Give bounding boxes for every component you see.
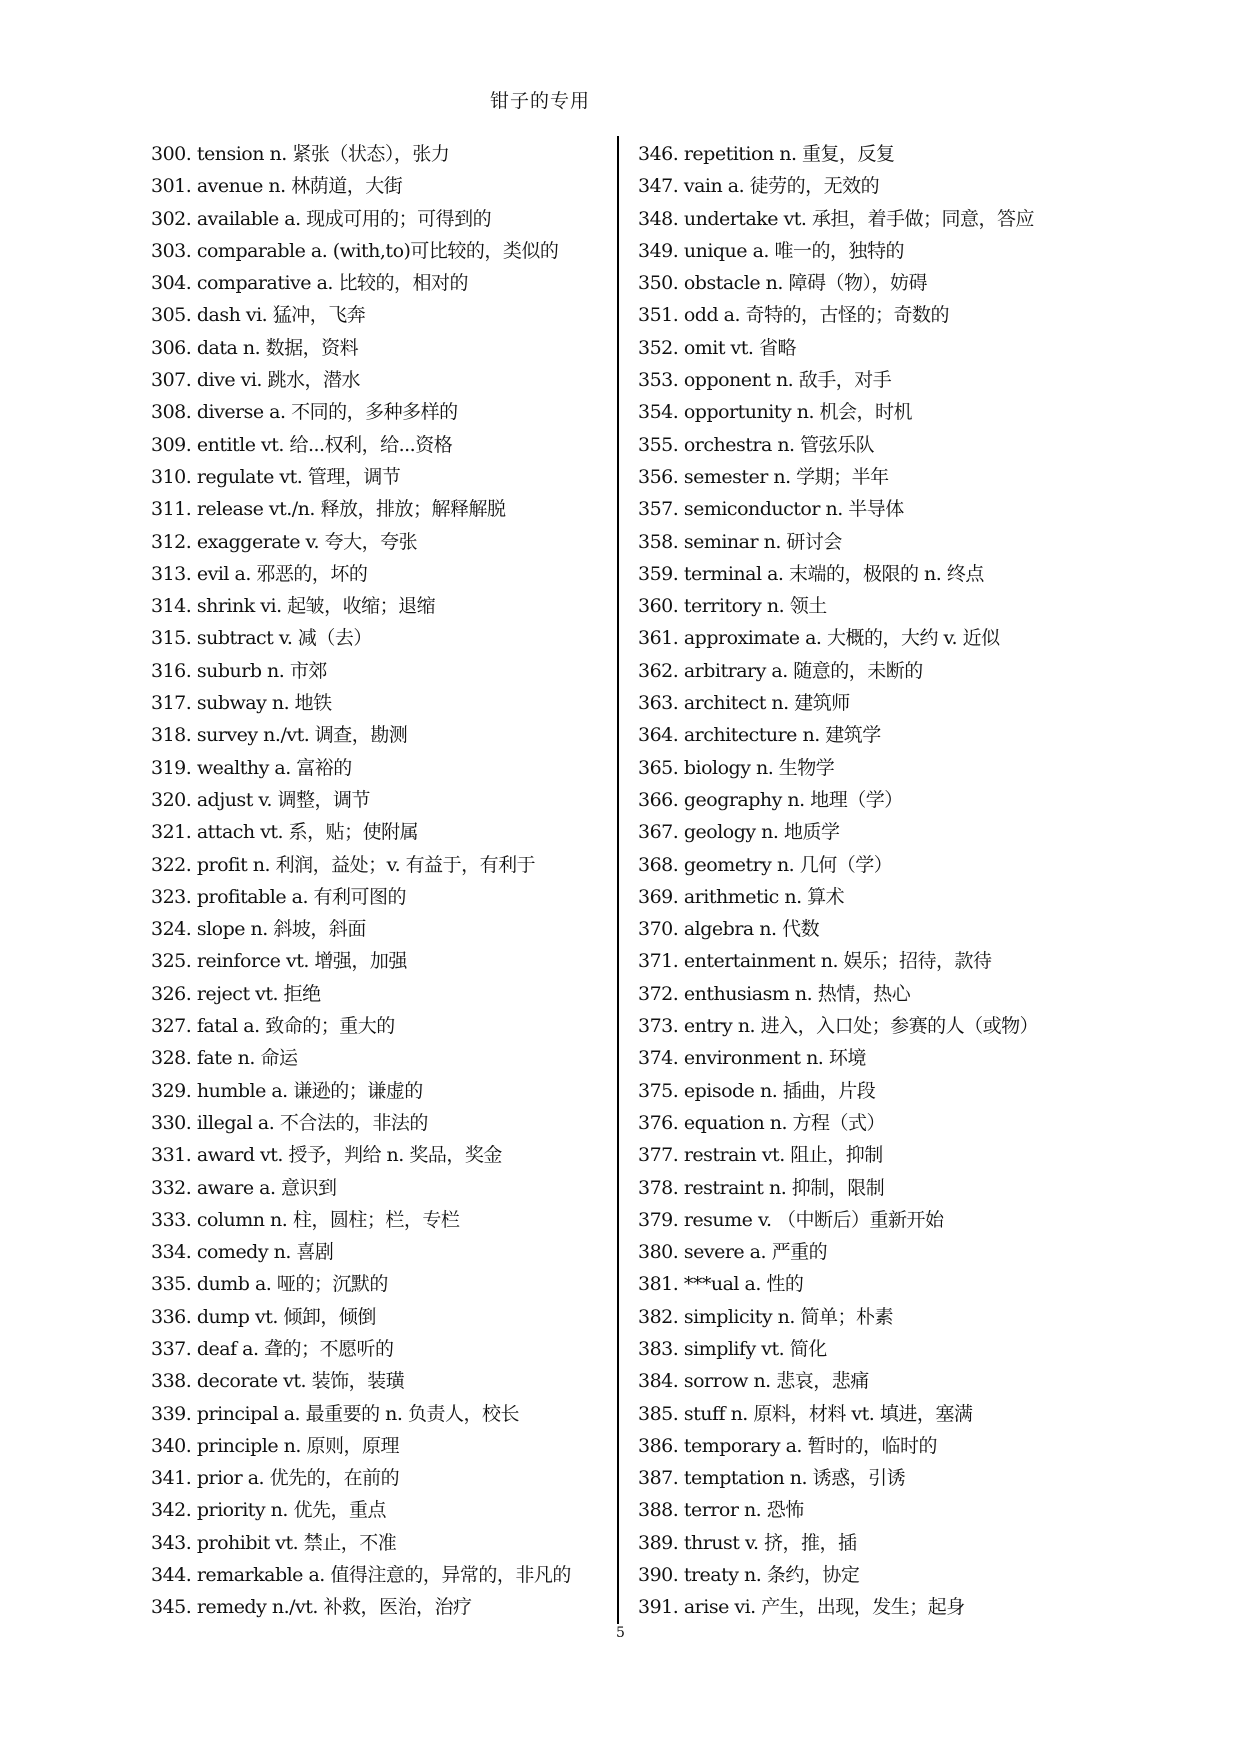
vocab-entry: 341. prior a. 优先的，在前的 [151,1467,400,1490]
vocab-entry: 339. principal a. 最重要的 n. 负责人，校长 [151,1402,519,1425]
vocab-entry: 315. subtract v. 减（去） [151,627,372,650]
vocab-entry: 388. terror n. 恐怖 [638,1499,804,1522]
vocab-entry: 336. dump vt. 倾卸，倾倒 [151,1305,376,1328]
vocab-entry: 379. resume v. （中断后）重新开始 [638,1208,944,1231]
vocab-entry: 350. obstacle n. 障碍（物），妨碍 [638,272,927,295]
vocab-entry: 377. restrain vt. 阻止，抑制 [638,1144,883,1167]
page-header: 钳子的专用 [489,90,590,112]
vocab-entry: 385. stuff n. 原料，材料 vt. 填进，塞满 [638,1402,973,1425]
vocab-entry: 303. comparable a. (with,to)可比较的，类似的 [151,239,559,262]
page-number: 5 [616,1625,625,1641]
vocab-entry: 322. profit n. 利润，益处；v. 有益于，有利于 [151,853,536,876]
vocab-entry: 343. prohibit vt. 禁止，不准 [151,1531,397,1554]
vocab-entry: 381. ***ual a. 性的 [638,1273,804,1296]
vocab-entry: 359. terminal a. 末端的，极限的 n. 终点 [638,562,984,585]
vocab-entry: 334. comedy n. 喜剧 [151,1241,334,1264]
vocab-entry: 340. principle n. 原则，原理 [151,1434,399,1457]
vocab-entry: 326. reject vt. 拒绝 [151,982,321,1005]
vocab-entry: 300. tension n. 紧张（状态），张力 [151,143,450,165]
vocab-entry: 316. suburb n. 市郊 [151,659,327,682]
vocab-entry: 371. entertainment n. 娱乐；招待，款待 [638,950,992,973]
vocab-entry: 307. dive vi. 跳水，潜水 [151,369,360,392]
vocab-entry: 311. release vt./n. 释放，排放；解释解脱 [151,498,506,521]
vocab-entry: 342. priority n. 优先，重点 [151,1499,386,1522]
vocab-entry: 357. semiconductor n. 半导体 [638,498,904,521]
vocab-entry: 365. biology n. 生物学 [638,756,835,779]
vocab-entry: 369. arithmetic n. 算术 [638,885,845,908]
vocab-entry: 362. arbitrary a. 随意的，未断的 [638,659,923,682]
vocab-entry: 317. subway n. 地铁 [151,692,332,715]
vocab-entry: 320. adjust v. 调整，调节 [151,788,370,811]
vocab-entry: 361. approximate a. 大概的，大约 v. 近似 [638,627,1000,650]
vocab-entry: 321. attach vt. 系，贴；使附属 [151,821,419,844]
right-column [638,138,1068,1624]
vocab-entry: 374. environment n. 环境 [638,1047,866,1070]
vocab-entry: 375. episode n. 插曲，片段 [638,1079,876,1102]
vocab-entry: 304. comparative a. 比较的，相对的 [151,272,468,295]
vocab-entry: 356. semester n. 学期；半年 [638,465,889,488]
vocab-entry: 372. enthusiasm n. 热情，热心 [638,982,911,1005]
vocab-entry: 348. undertake vt. 承担，着手做；同意，答应 [638,207,1035,230]
vocab-entry: 308. diverse a. 不同的，多种多样的 [151,401,458,424]
vocab-entry: 384. sorrow n. 悲哀，悲痛 [638,1370,869,1393]
vocab-entry: 380. severe a. 严重的 [638,1241,828,1264]
vocab-entry: 387. temptation n. 诱惑，引诱 [638,1467,906,1490]
vocab-entry: 349. unique a. 唯一的，独特的 [638,239,904,262]
vocab-entry: 346. repetition n. 重复，反复 [638,143,895,165]
vocab-entry: 325. reinforce vt. 增强，加强 [151,950,407,973]
vocab-entry: 313. evil a. 邪恶的，坏的 [151,562,368,585]
vocab-entry: 386. temporary a. 暂时的，临时的 [638,1434,938,1457]
vocab-entry: 367. geology n. 地质学 [638,821,840,844]
vocab-entry: 353. opponent n. 敌手，对手 [638,369,892,392]
left-column [151,138,601,1624]
vocab-entry: 305. dash vi. 猛冲，飞奔 [151,304,366,327]
column-divider [617,136,619,1624]
vocab-entry: 355. orchestra n. 管弦乐队 [638,433,875,456]
vocab-entry: 351. odd a. 奇特的，古怪的；奇数的 [638,304,950,327]
vocab-entry: 378. restraint n. 抑制，限制 [638,1176,885,1199]
vocab-entry: 310. regulate vt. 管理，调节 [151,465,401,488]
vocab-entry: 314. shrink vi. 起皱，收缩；退缩 [151,595,436,618]
vocab-entry: 332. aware a. 意识到 [151,1176,337,1199]
vocab-entry: 302. available a. 现成可用的；可得到的 [151,207,492,230]
vocab-entry: 368. geometry n. 几何（学） [638,853,893,876]
vocab-entry: 331. award vt. 授予，判给 n. 奖品，奖金 [151,1144,502,1167]
vocab-entry: 333. column n. 柱，圆柱；栏，专栏 [151,1208,460,1231]
vocab-entry: 347. vain a. 徒劳的，无效的 [638,175,880,198]
vocab-entry: 376. equation n. 方程（式） [638,1111,886,1134]
vocab-entry: 352. omit vt. 省略 [638,336,796,359]
vocab-entry: 391. arise vi. 产生，出现，发生；起身 [638,1596,965,1619]
vocab-entry: 370. algebra n. 代数 [638,918,820,941]
vocab-entry: 327. fatal a. 致命的；重大的 [151,1015,395,1038]
vocab-entry: 364. architecture n. 建筑学 [638,724,881,747]
vocab-entry: 301. avenue n. 林荫道，大街 [151,175,403,198]
vocab-entry: 338. decorate vt. 装饰，装璜 [151,1370,405,1393]
vocab-entry: 382. simplicity n. 简单；朴素 [638,1305,893,1328]
vocab-entry: 309. entitle vt. 给...权利，给...资格 [151,433,453,456]
vocab-entry: 318. survey n./vt. 调查，勘测 [151,724,408,747]
vocab-entry: 330. illegal a. 不合法的，非法的 [151,1111,428,1134]
vocab-entry: 373. entry n. 进入，入口处；参赛的人（或物） [638,1015,1039,1038]
vocab-entry: 324. slope n. 斜坡，斜面 [151,918,366,941]
vocab-entry: 389. thrust v. 挤，推，插 [638,1531,857,1554]
vocab-entry: 319. wealthy a. 富裕的 [151,756,352,779]
vocab-entry: 323. profitable a. 有利可图的 [151,885,407,908]
vocab-entry: 337. deaf a. 聋的；不愿听的 [151,1337,394,1360]
vocab-entry: 354. opportunity n. 机会，时机 [638,401,913,424]
vocab-entry: 390. treaty n. 条约，协定 [638,1564,860,1587]
vocab-entry: 358. seminar n. 研讨会 [638,530,842,553]
vocab-entry: 312. exaggerate v. 夸大，夸张 [151,530,418,553]
vocab-entry: 335. dumb a. 哑的；沉默的 [151,1273,388,1296]
vocab-entry: 383. simplify vt. 简化 [638,1337,827,1360]
vocab-entry: 344. remarkable a. 值得注意的，异常的，非凡的 [151,1564,571,1587]
vocab-entry: 329. humble a. 谦逊的；谦虚的 [151,1079,423,1102]
vocab-entry: 328. fate n. 命运 [151,1047,298,1070]
vocab-entry: 360. territory n. 领土 [638,595,827,618]
vocab-entry: 306. data n. 数据，资料 [151,336,359,359]
vocab-entry: 366. geography n. 地理（学） [638,788,903,811]
vocab-entry: 345. remedy n./vt. 补救，医治，治疗 [151,1596,472,1619]
vocab-entry: 363. architect n. 建筑师 [638,692,850,715]
